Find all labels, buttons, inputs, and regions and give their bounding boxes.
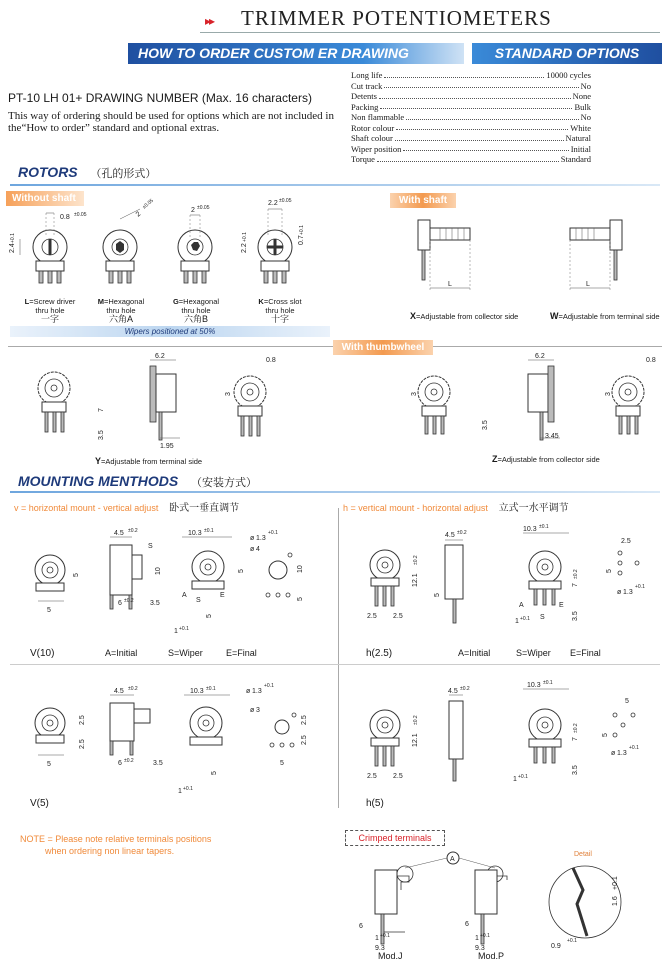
z-label: Z=Adjustable from collector side [492,454,600,464]
svg-text:10.3: 10.3 [188,530,202,537]
svg-text:±0.2: ±0.2 [413,555,419,565]
option-dots [406,112,579,120]
with-shaft-tag: With shaft [390,193,456,208]
svg-text:5: 5 [47,607,51,614]
svg-text:+0.1: +0.1 [480,933,490,939]
svg-text:ø: ø [250,546,255,553]
svg-text:5: 5 [73,573,80,577]
x-label: X=Adjustable from collector side [410,311,519,321]
h-wiper-label: S=Wiper [516,648,551,658]
svg-text:2.5: 2.5 [367,773,377,780]
svg-text:±0.1: ±0.1 [543,680,553,686]
h25-label: h(2.5) [366,648,393,659]
svg-text:4: 4 [256,546,260,553]
rotor-types-drawing [0,195,340,305]
h5-drawing [345,675,665,800]
option-value: White [570,122,591,133]
order-code: PT-10 LH 01+ DRAWING NUMBER (Max. 16 characters) [8,91,312,105]
crimped-box: Crimped terminals [345,830,445,846]
crimped-drawing [345,846,665,961]
v-mount-label: v = horizontal mount - vertical adjust 卧式一垂直调节 [14,503,240,514]
order-note: This way of ordering should be used for options which are not included in the“How to order” standard and optional extras. [8,110,334,134]
option-row [351,133,591,144]
svg-text:1: 1 [475,935,479,942]
option-row [351,102,591,113]
option-key: Cut track [351,80,383,91]
svg-text:L: L [586,281,590,288]
svg-text:5: 5 [625,698,629,705]
svg-text:9.3: 9.3 [375,945,385,952]
rotor-g-dim: 2 [191,207,195,214]
rotor-g-caption: G=Hexagonal thru hole 六角B [172,297,220,324]
svg-text:+0.1: +0.1 [567,938,577,944]
rotor-k-caption: K=Cross slot thru hole 十字 [258,297,302,324]
svg-text:A: A [182,592,187,599]
svg-text:0.9: 0.9 [551,943,561,950]
svg-text:1.6: 1.6 [612,896,619,906]
svg-text:2.5: 2.5 [393,773,403,780]
svg-text:2.5: 2.5 [79,715,86,725]
svg-text:+0.1: +0.1 [635,584,645,590]
v-final-label: E=Final [226,648,257,658]
rotor-m-dim: 2 [134,210,143,219]
svg-text:+0.1: +0.1 [268,530,278,536]
svg-text:ø: ø [250,707,255,714]
svg-text:1.3: 1.3 [256,535,266,542]
svg-text:10: 10 [297,565,304,573]
svg-text:+0.1: +0.1 [10,233,16,243]
mounting-heading: MOUNTING MENTHODS （安装方式） [18,473,257,489]
svg-text:±0.2: ±0.2 [128,686,138,692]
svg-text:ø: ø [246,688,251,695]
option-value: No [580,112,591,122]
svg-text:5: 5 [238,569,245,573]
svg-text:±0.2: ±0.2 [457,530,467,536]
without-shaft-tag: Without shaft [6,191,84,206]
option-key: Long life [351,70,383,80]
svg-text:5: 5 [434,593,441,597]
svg-text:+0.1: +0.1 [299,225,305,235]
svg-text:+0.1: +0.1 [179,626,189,632]
svg-text:5: 5 [47,761,51,768]
svg-text:3.45: 3.45 [545,433,559,440]
svg-text:3.5: 3.5 [482,420,489,430]
option-row [351,112,591,123]
standard-options-bar: STANDARD OPTIONS [472,43,662,64]
h5-label: h(5) [366,798,384,809]
svg-text:±0.1: ±0.1 [204,528,214,534]
wipers-note: Wipers positioned at 50% [10,326,330,337]
svg-text:S: S [148,543,153,550]
svg-text:7: 7 [572,583,579,587]
svg-text:3.5: 3.5 [153,760,163,767]
svg-text:1.3: 1.3 [617,750,627,757]
svg-text:1: 1 [174,628,178,635]
svg-text:10.3: 10.3 [527,682,541,689]
svg-text:10.3: 10.3 [523,526,537,533]
svg-text:0.8: 0.8 [266,357,276,364]
svg-text:12.1: 12.1 [412,733,419,747]
option-dots [395,133,564,141]
svg-text:±0.2: ±0.2 [573,569,579,579]
title-arrows: ▸▸ [205,14,214,28]
h-final-label: E=Final [570,648,601,658]
with-shaft-drawing [400,210,670,310]
svg-text:3.5: 3.5 [98,430,105,440]
option-dots [384,81,578,89]
svg-text:9.3: 9.3 [475,945,485,952]
svg-text:4.5: 4.5 [448,688,458,695]
svg-text:5: 5 [606,569,613,573]
svg-text:4.5: 4.5 [445,532,455,539]
svg-text:10.3: 10.3 [190,688,204,695]
option-value: None [572,91,591,101]
svg-text:+0.1: +0.1 [380,933,390,939]
rotor-m-caption: M=Hexagonal thru hole 六角A [97,297,145,324]
rotor-k-drawing [241,198,305,283]
svg-text:2.5: 2.5 [301,735,308,745]
note-terminals: NOTE = Please note relative terminals positions when ordering non linear tapers. [20,834,212,856]
svg-text:5: 5 [280,760,284,767]
option-key: Shaft colour [351,133,393,143]
svg-text:6: 6 [359,923,363,930]
option-key: Non flammable [351,112,405,122]
svg-text:L: L [448,281,452,288]
mounting-rule [10,491,660,493]
svg-text:4.5: 4.5 [114,530,124,537]
rotor-l-caption: L=Screw driver thru hole 一字 [24,297,76,324]
option-row [351,154,591,165]
svg-text:E: E [220,592,225,599]
svg-text:3.5: 3.5 [150,600,160,607]
svg-text:±0.05: ±0.05 [141,197,155,211]
svg-text:±0.2: ±0.2 [128,528,138,534]
mod-j-label: Mod.J [378,951,403,961]
svg-text:+0.1: +0.1 [629,745,639,751]
svg-text:ø: ø [611,750,616,757]
rotors-heading: ROTORS （孔的形式） [18,164,157,180]
svg-text:6.2: 6.2 [155,353,165,360]
option-key: Torque [351,154,375,164]
option-dots [380,102,572,110]
svg-text:2.5: 2.5 [301,715,308,725]
v10-label: V(10) [30,648,55,659]
svg-text:6: 6 [118,760,122,767]
svg-text:6.2: 6.2 [535,353,545,360]
how-to-order-bar: HOW TO ORDER CUSTOM ER DRAWING [128,43,464,64]
svg-text:+0.1: +0.1 [183,786,193,792]
svg-text:±0.05: ±0.05 [197,205,210,211]
option-key: Wiper position [351,143,402,154]
option-key: Packing [351,101,379,112]
svg-text:7: 7 [98,408,105,412]
h-mount-label: h = vertical mount - horizontal adjust 立式一水平调节 [343,503,569,514]
title-rule [200,32,660,33]
option-key: Rotor colour [351,122,395,133]
w-label: W=Adjustable from terminal side [550,311,660,321]
rotor-g-drawing [178,205,212,283]
svg-text:+0.1: +0.1 [264,683,274,689]
option-dots [396,123,568,131]
rotor-l-drawing [9,212,87,283]
svg-text:2.5: 2.5 [393,613,403,620]
svg-text:3: 3 [605,392,612,396]
svg-text:1.3: 1.3 [623,589,633,596]
rotor-m-drawing [103,198,155,283]
thumbwheel-drawing [0,352,670,457]
option-value: Standard [560,154,591,164]
y-label: Y=Adjustable from terminal side [95,456,203,466]
svg-text:±0.1: ±0.1 [206,686,216,692]
svg-text:2.2: 2.2 [241,243,248,253]
svg-text:ø: ø [250,535,255,542]
svg-text:+0.1: +0.1 [518,774,528,780]
option-value: Natural [565,133,591,143]
detail-label: Detail [574,851,592,858]
svg-text:3.5: 3.5 [572,765,579,775]
option-dots [377,154,559,162]
svg-text:±0.1: ±0.1 [539,524,549,530]
svg-text:12.1: 12.1 [412,573,419,587]
h-initial-label: A=Initial [458,648,491,658]
svg-text:4.5: 4.5 [114,688,124,695]
svg-text:E: E [559,602,564,609]
svg-text:+0.1: +0.1 [520,616,530,622]
v10-drawing [10,515,335,660]
v5-drawing [10,675,335,805]
option-dots [403,144,568,152]
svg-text:1.95: 1.95 [160,443,174,450]
svg-text:3: 3 [256,707,260,714]
option-value: Bulk [574,101,591,112]
option-key: Detents [351,91,377,101]
with-thumbwheel-tag: With thumbwheel [333,340,433,355]
mount-divider [338,508,339,808]
svg-text:1: 1 [375,935,379,942]
svg-text:±0.2: ±0.2 [413,715,419,725]
option-row [351,144,591,155]
v-wiper-label: S=Wiper [168,648,203,658]
v5-label: V(5) [30,798,49,809]
svg-text:ø: ø [617,589,622,596]
option-row [351,70,591,81]
svg-text:±0.05: ±0.05 [74,212,87,218]
option-dots [384,70,544,78]
svg-text:S: S [540,614,545,621]
svg-text:0.8: 0.8 [646,357,656,364]
option-row [351,91,591,102]
svg-text:S: S [196,597,201,604]
svg-text:10: 10 [155,567,162,575]
rotors-rule [10,184,660,186]
svg-text:+0.1: +0.1 [612,876,619,890]
rotor-l-dim: 0.8 [60,214,70,221]
svg-text:2.5: 2.5 [621,538,631,545]
svg-text:2.5: 2.5 [79,739,86,749]
v-initial-label: A=Initial [105,648,138,658]
svg-text:±0.2: ±0.2 [124,598,134,604]
svg-text:3: 3 [225,392,232,396]
svg-text:1: 1 [513,776,517,783]
svg-text:±0.2: ±0.2 [124,758,134,764]
h25-drawing [345,515,665,640]
svg-text:2.5: 2.5 [367,613,377,620]
option-row [351,123,591,134]
option-dots [379,91,571,99]
option-value: No [580,80,591,91]
svg-text:3: 3 [411,392,418,396]
mod-p-label: Mod.P [478,951,505,961]
svg-text:±0.2: ±0.2 [573,723,579,733]
svg-text:A: A [450,856,455,863]
svg-text:A: A [519,602,524,609]
svg-text:7: 7 [572,737,579,741]
svg-text:5: 5 [602,733,609,737]
svg-text:5: 5 [206,614,213,618]
option-value: 10000 cycles [546,70,591,80]
svg-text:5: 5 [211,771,218,775]
svg-text:6: 6 [118,600,122,607]
page-title: TRIMMER POTENTIOMETERS [241,6,552,30]
mount-mid-rule [10,664,660,665]
svg-text:1.3: 1.3 [252,688,262,695]
svg-text:2.4: 2.4 [9,243,16,253]
standard-options-list [351,70,591,165]
rotor-k-dim: 2.2 [268,200,278,207]
option-row [351,81,591,92]
svg-text:5: 5 [297,597,304,601]
option-value: Initial [570,143,591,154]
svg-text:6: 6 [465,921,469,928]
svg-text:1: 1 [178,788,182,795]
svg-text:0.7: 0.7 [298,235,305,245]
svg-text:1: 1 [515,618,519,625]
svg-text:3.5: 3.5 [572,611,579,621]
svg-text:±0.2: ±0.2 [460,686,470,692]
svg-text:+0.1: +0.1 [242,232,248,242]
svg-text:±0.05: ±0.05 [279,198,292,204]
